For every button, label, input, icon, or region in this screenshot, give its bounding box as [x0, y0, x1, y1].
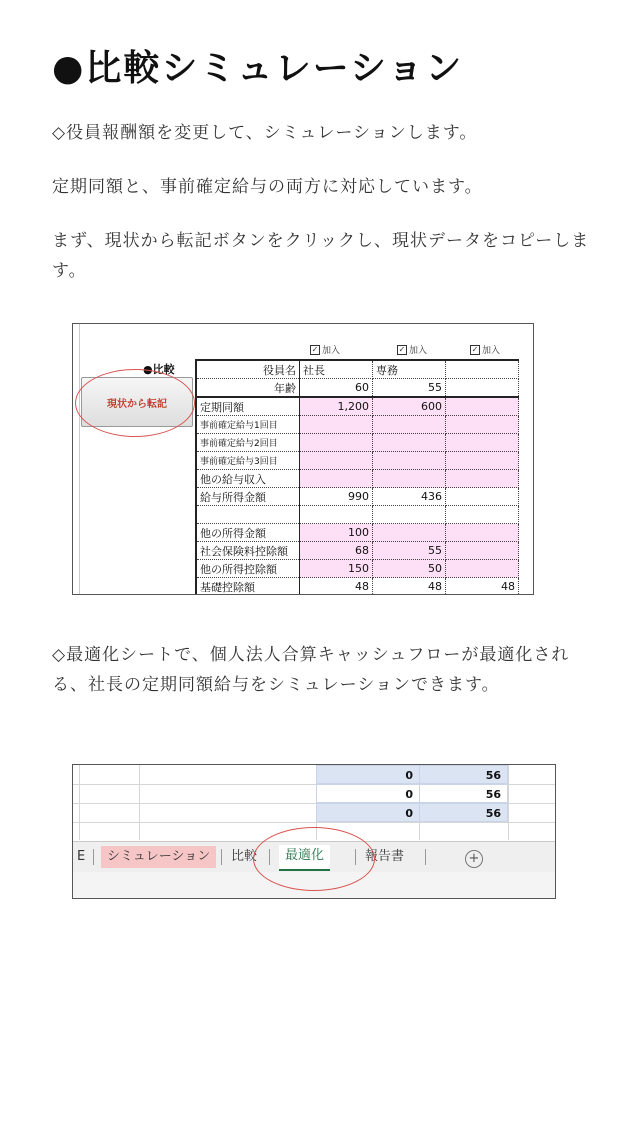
table-row-header	[196, 360, 519, 379]
cell-value[interactable]	[300, 506, 373, 524]
cell-value[interactable]: 55	[373, 542, 446, 560]
value-cell[interactable]: 56	[419, 784, 508, 803]
cell-value[interactable]	[446, 542, 519, 560]
add-sheet-icon[interactable]: +	[465, 850, 483, 868]
tab-report[interactable]: 報告書	[365, 849, 405, 864]
cell-value[interactable]	[300, 434, 373, 452]
cell-label: 社会保険料控除額	[196, 542, 300, 560]
cell-value[interactable]	[373, 524, 446, 542]
tab-simulation[interactable]: シミュレーション	[101, 846, 216, 868]
table-row-age	[196, 379, 519, 398]
cell-label: 定期同額	[196, 397, 300, 416]
check-icon: ✓	[398, 344, 406, 354]
cell-value[interactable]	[446, 560, 519, 578]
checkbox-executive-2[interactable]	[397, 343, 427, 356]
checkbox-executive-1[interactable]	[310, 343, 340, 356]
cell-value[interactable]: 1,200	[300, 397, 373, 416]
cell-value[interactable]	[446, 470, 519, 488]
table-row	[196, 560, 519, 578]
comparison-table	[195, 359, 519, 595]
table-row	[196, 397, 519, 416]
paragraph-change-salary: ◇役員報酬額を変更して、シミュレーションします。	[52, 123, 478, 143]
cell-value[interactable]: 社長	[300, 360, 373, 379]
cell-value[interactable]	[446, 488, 519, 506]
grid-line	[73, 822, 555, 823]
tab-optimize[interactable]: 最適化	[279, 845, 330, 871]
cell-label: 他の給与収入	[196, 470, 300, 488]
table-row	[196, 488, 519, 506]
tab-separator	[425, 849, 426, 865]
cell-label: 他の所得金額	[196, 524, 300, 542]
cell-label: 事前確定給与3回目	[196, 452, 300, 470]
tab-separator	[93, 849, 94, 865]
cell-value[interactable]: 55	[373, 379, 446, 398]
row-headers	[73, 324, 80, 594]
cell-value[interactable]	[446, 524, 519, 542]
cell-value[interactable]	[446, 360, 519, 379]
value-cell[interactable]: 56	[419, 765, 508, 784]
table-row	[196, 470, 519, 488]
paragraph-copy-current: まず、現状から転記ボタンをクリックし、現状データをコピーします。	[52, 231, 590, 281]
check-icon: ✓	[311, 344, 319, 354]
cell-value[interactable]: 68	[300, 542, 373, 560]
cell-value[interactable]	[300, 470, 373, 488]
cell-value[interactable]	[446, 506, 519, 524]
cell-label	[196, 506, 300, 524]
cell-value[interactable]: 50	[373, 560, 446, 578]
cell-value[interactable]: 436	[373, 488, 446, 506]
checkbox-label: 加入	[482, 346, 501, 356]
cell-label: 事前確定給与2回目	[196, 434, 300, 452]
value-cell[interactable]: 0	[316, 803, 420, 822]
cell-value[interactable]: 専務	[373, 360, 446, 379]
table-row	[196, 452, 519, 470]
value-cell[interactable]: 0	[316, 765, 420, 784]
tab-compare[interactable]: 比較	[231, 849, 258, 864]
cell-value[interactable]	[446, 397, 519, 416]
cell-label: 事前確定給与1回目	[196, 416, 300, 434]
annotation-circle	[253, 827, 375, 891]
compare-section-label: ●比較	[143, 363, 175, 376]
table-row-spacer	[196, 506, 519, 524]
cell-value[interactable]: 990	[300, 488, 373, 506]
table-row	[196, 416, 519, 434]
cell-value[interactable]	[373, 506, 446, 524]
value-cell[interactable]: 0	[316, 784, 420, 803]
check-icon: ✓	[471, 344, 479, 354]
paragraph-optimize: ◇最適化シートで、個人法人合算キャッシュフローが最適化される、社長の定期同額給与をシミュレーションできます。	[52, 645, 570, 695]
checkbox-label: 加入	[322, 346, 341, 356]
cell-value[interactable]: 60	[300, 379, 373, 398]
cell-value[interactable]: 100	[300, 524, 373, 542]
cell-value[interactable]: 48	[373, 578, 446, 596]
table-row	[196, 542, 519, 560]
cell-value[interactable]: 48	[300, 578, 373, 596]
paragraph-support: 定期同額と、事前確定給与の両方に対応しています。	[52, 177, 483, 197]
cell-value[interactable]: 600	[373, 397, 446, 416]
checkbox-executive-3[interactable]	[470, 343, 500, 356]
cell-value[interactable]	[446, 452, 519, 470]
cell-value[interactable]	[446, 434, 519, 452]
cell-label: 年齢	[196, 379, 300, 398]
tab-separator	[221, 849, 222, 865]
sheet-tabs-screenshot	[72, 764, 556, 899]
cell-label: 給与所得金額	[196, 488, 300, 506]
cell-value[interactable]	[373, 434, 446, 452]
cell-value[interactable]: 150	[300, 560, 373, 578]
cell-value[interactable]	[300, 416, 373, 434]
table-row	[196, 524, 519, 542]
cell-value[interactable]	[446, 416, 519, 434]
cell-value[interactable]: 48	[446, 578, 519, 596]
value-cell[interactable]: 56	[419, 803, 508, 822]
cell-label: 役員名	[196, 360, 300, 379]
table-row	[196, 434, 519, 452]
annotation-circle	[75, 369, 195, 437]
transfer-current-button[interactable]: 現状から転記	[81, 377, 193, 427]
cell-value[interactable]	[373, 416, 446, 434]
cell-value[interactable]	[446, 379, 519, 398]
cell-value[interactable]	[373, 470, 446, 488]
checkbox-label: 加入	[409, 346, 428, 356]
cell-value[interactable]	[300, 452, 373, 470]
table-row	[196, 578, 519, 596]
comparison-sheet-screenshot	[72, 323, 534, 595]
tab-partial[interactable]: E	[77, 849, 86, 864]
page-title: ●比較シミュレーション	[52, 48, 464, 89]
cell-value[interactable]	[373, 452, 446, 470]
cell-label: 基礎控除額	[196, 578, 300, 596]
cell-label: 他の所得控除額	[196, 560, 300, 578]
